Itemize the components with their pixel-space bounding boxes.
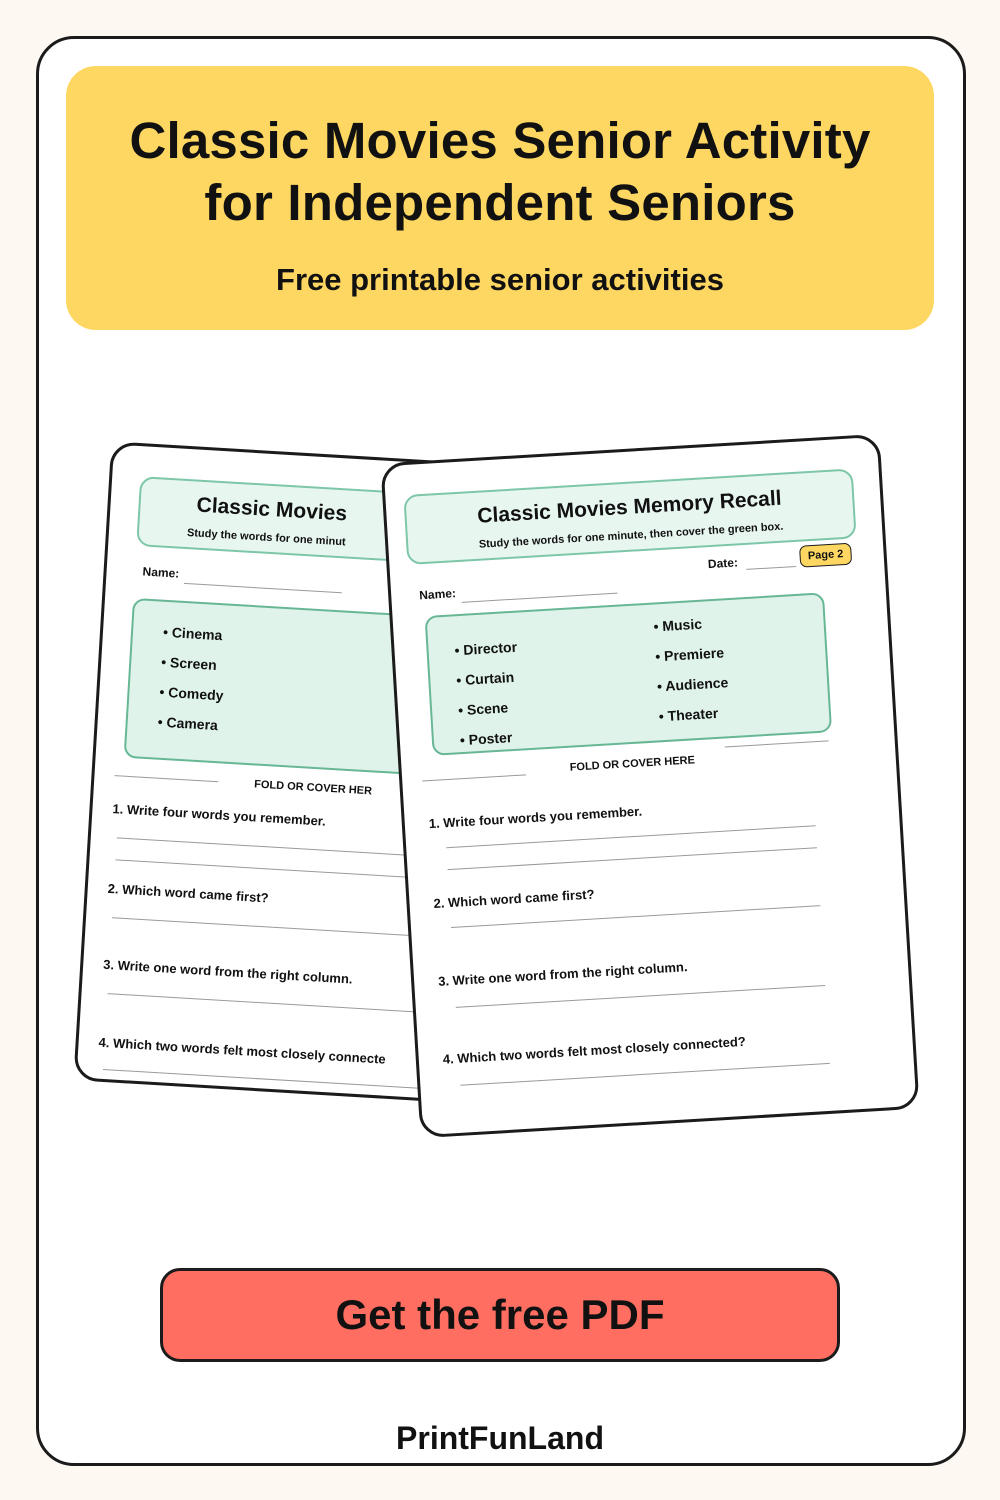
answer-line bbox=[108, 993, 437, 1014]
fold-line bbox=[422, 774, 526, 781]
fold-line bbox=[114, 775, 218, 782]
fold-label: FOLD OR COVER HERE bbox=[569, 754, 696, 774]
question-4: 4. Which two words felt most closely connected? bbox=[442, 1033, 747, 1067]
page-badge: Page 2 bbox=[799, 543, 852, 568]
worksheet-preview-front bbox=[380, 434, 919, 1138]
worksheet-title: Classic Movies Memory Recall bbox=[476, 486, 783, 528]
word-item: • Curtain bbox=[455, 668, 515, 689]
question-1: 1. Write four words you remember. bbox=[428, 803, 643, 832]
word-item: • Comedy bbox=[159, 683, 224, 704]
word-item: • Screen bbox=[160, 653, 218, 673]
page-title bbox=[66, 110, 934, 234]
name-label: Name: bbox=[418, 586, 457, 603]
answer-line bbox=[112, 917, 441, 938]
word-item: • Director bbox=[454, 638, 518, 659]
fold-label: FOLD OR COVER HER bbox=[253, 778, 373, 798]
worksheet-title: Classic Movies bbox=[196, 493, 348, 526]
page-subtitle: Free printable senior activities bbox=[276, 262, 724, 297]
title-line-1: Classic Movies Senior Activity bbox=[129, 112, 871, 169]
question-4: 4. Which two words felt most closely connecte bbox=[98, 1034, 387, 1067]
word-item: • Cinema bbox=[162, 623, 223, 644]
answer-line bbox=[115, 859, 444, 880]
name-label: Name: bbox=[142, 564, 180, 581]
question-2: 2. Which word came first? bbox=[107, 880, 270, 906]
answer-line bbox=[117, 837, 446, 858]
name-line bbox=[184, 583, 342, 593]
word-item: • Poster bbox=[459, 729, 513, 749]
worksheet-instructions: Study the words for one minut bbox=[186, 527, 346, 549]
answer-line bbox=[456, 985, 825, 1008]
worksheet-header bbox=[403, 468, 856, 565]
answer-line bbox=[460, 1063, 829, 1086]
brand-footer: PrintFunLand bbox=[396, 1420, 604, 1456]
word-item: • Audience bbox=[656, 674, 729, 695]
question-2: 2. Which word came first? bbox=[433, 886, 595, 912]
title-line-2: for Independent Seniors bbox=[204, 174, 796, 231]
name-line bbox=[462, 593, 618, 603]
word-item: • Scene bbox=[457, 699, 509, 719]
answer-line bbox=[451, 905, 820, 928]
question-3: 3. Write one word from the right column. bbox=[437, 959, 688, 989]
word-item: • Music bbox=[653, 615, 703, 635]
date-line bbox=[746, 566, 796, 570]
fold-line bbox=[725, 740, 829, 747]
word-item: • Camera bbox=[157, 713, 219, 734]
word-item: • Premiere bbox=[654, 644, 725, 665]
word-item: • Theater bbox=[658, 704, 719, 725]
question-1: 1. Write four words you remember. bbox=[112, 801, 327, 829]
word-box bbox=[425, 592, 833, 755]
date-label: Date: bbox=[707, 555, 739, 572]
get-pdf-button[interactable]: Get the free PDF bbox=[160, 1268, 840, 1362]
answer-line bbox=[446, 825, 815, 848]
worksheet-instructions: Study the words for one minute, then cover the green box. bbox=[478, 520, 784, 551]
question-3: 3. Write one word from the right column. bbox=[102, 956, 353, 987]
header-banner bbox=[66, 66, 934, 330]
answer-line bbox=[448, 847, 817, 870]
